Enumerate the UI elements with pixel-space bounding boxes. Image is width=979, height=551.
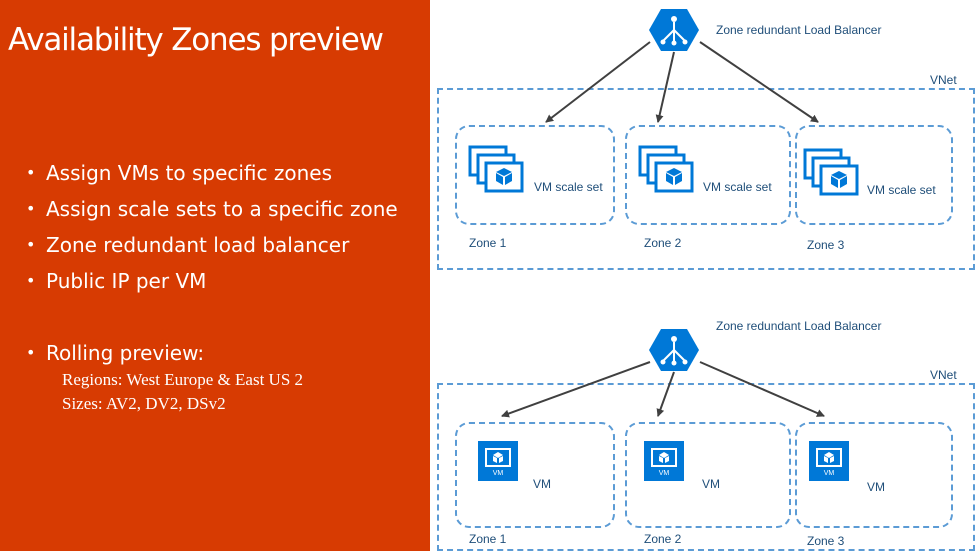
zone-label: Zone 3 xyxy=(807,534,845,548)
sizes-line: Sizes: AV2, DV2, DSv2 xyxy=(62,394,226,413)
vm-icon-caption: VM xyxy=(492,470,504,477)
rolling-preview-label: • Rolling preview: xyxy=(26,340,204,366)
vm-icon xyxy=(478,441,518,481)
zone-label: Zone 1 xyxy=(469,236,507,250)
resource-label: VM scale set xyxy=(867,183,936,197)
slide-title: Availability Zones preview xyxy=(8,22,383,58)
resource-label: VM xyxy=(533,477,551,491)
vm-icon xyxy=(644,441,684,481)
arrow-to-zone-2 xyxy=(658,52,674,122)
bullet-item: • Zone redundant load balancer xyxy=(26,232,398,268)
bullet-item: • Assign scale sets to a specific zone xyxy=(26,196,398,232)
load-balancer-icon xyxy=(648,328,700,372)
arrow-to-zone-3 xyxy=(700,362,824,416)
vm-icon-caption: VM xyxy=(658,470,670,477)
zone-label: Zone 2 xyxy=(644,236,682,250)
resource-label: VM scale set xyxy=(534,180,603,194)
vm-scale-set-icon xyxy=(803,148,861,198)
bullet-item: • Public IP per VM xyxy=(26,268,398,304)
vnet-label: VNet xyxy=(930,73,957,87)
arrow-to-zone-1 xyxy=(502,362,650,416)
arrow-to-zone-1 xyxy=(546,42,650,122)
load-balancer-icon xyxy=(648,8,700,52)
zone-label: Zone 2 xyxy=(644,532,682,546)
arrow-to-zone-2 xyxy=(658,372,674,416)
zone-label: Zone 3 xyxy=(807,238,845,252)
resource-label: VM scale set xyxy=(703,180,772,194)
vm-icon-caption: VM xyxy=(823,470,835,477)
regions-line: Regions: West Europe & East US 2 xyxy=(62,370,304,389)
vnet-label: VNet xyxy=(930,368,957,382)
load-balancer-label: Zone redundant Load Balancer xyxy=(716,319,882,333)
load-balancer-label: Zone redundant Load Balancer xyxy=(716,23,882,37)
resource-label: VM xyxy=(702,477,720,491)
zone-label: Zone 1 xyxy=(469,532,507,546)
bullet-item: • Assign VMs to specific zones xyxy=(26,160,398,196)
vm-scale-set-icon xyxy=(468,145,526,195)
resource-label: VM xyxy=(867,480,885,494)
vm-scale-set-icon xyxy=(638,145,696,195)
vm-icon xyxy=(809,441,849,481)
arrow-to-zone-3 xyxy=(700,42,818,122)
